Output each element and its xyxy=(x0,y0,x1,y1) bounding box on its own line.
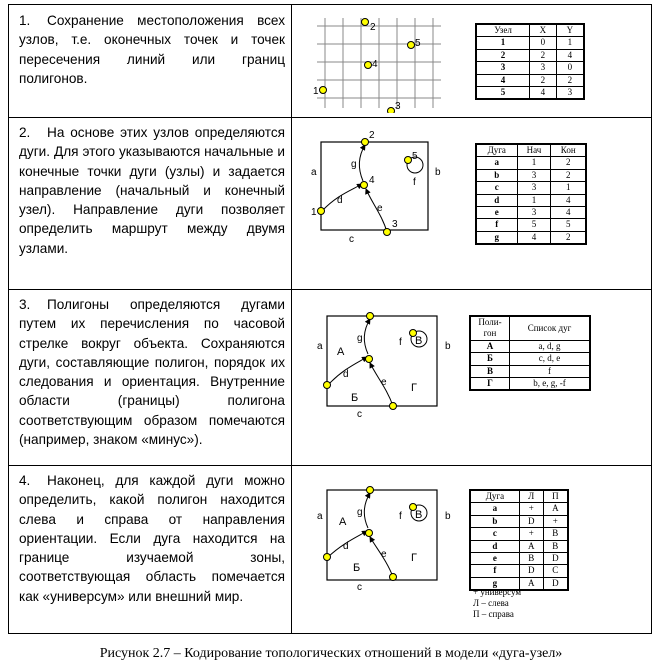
svg-text:3: 3 xyxy=(392,219,398,230)
node-4 xyxy=(365,62,372,69)
table-row: g 4 2 xyxy=(476,231,586,244)
svg-text:e: e xyxy=(381,549,387,560)
row-3-number: 3. xyxy=(19,297,31,312)
lr-header-right: П xyxy=(543,490,568,503)
node-label-2: 2 xyxy=(370,22,376,33)
svg-text:b: b xyxy=(435,167,441,178)
nodes-header-x: X xyxy=(530,24,557,37)
left-right-figure xyxy=(307,475,457,595)
table-row: e 3 4 xyxy=(476,207,586,219)
row-3-description: Полигоны определяются дугами путем их перечисления по часовой стрелке вокруг объекта. Сохраняются дуги, составляющие полигон, порядок их следования и ориентация. Внутренние области (границы) полигона соответствующим образом помечаются (например, знаком «минус»). xyxy=(19,297,285,448)
arcs-header-start: Нач xyxy=(517,144,551,157)
arcs-table xyxy=(475,143,587,245)
node-3 xyxy=(388,108,395,114)
svg-text:2: 2 xyxy=(369,130,375,141)
table-row: b D + xyxy=(470,515,568,527)
table-row: Б c, d, e xyxy=(470,353,590,365)
arcs-figure xyxy=(307,125,447,245)
svg-text:c: c xyxy=(357,582,362,593)
table-row: 1 0 1 xyxy=(476,37,584,49)
table-row: a + А xyxy=(470,503,568,515)
svg-text:c: c xyxy=(349,234,354,245)
svg-text:d: d xyxy=(337,195,343,206)
svg-text:f: f xyxy=(399,337,402,348)
node-1 xyxy=(318,208,325,215)
row-1-description: Сохранение местоположения всех узлов, т.е. оконечных точек и точек пересечения линий или границ полигонов. xyxy=(19,13,285,86)
svg-text:Б: Б xyxy=(353,562,361,574)
svg-text:f: f xyxy=(399,511,402,522)
nodes-header-y: Y xyxy=(556,24,584,37)
svg-text:5: 5 xyxy=(412,151,418,162)
table-row: 2 2 4 xyxy=(476,49,584,61)
table-row: 3 3 0 xyxy=(476,62,584,74)
svg-text:a: a xyxy=(317,341,323,352)
node-label-3: 3 xyxy=(395,101,401,112)
svg-text:a: a xyxy=(317,511,323,522)
polygons-table xyxy=(469,315,591,391)
table-row-2 xyxy=(9,117,651,290)
node-2 xyxy=(362,19,369,26)
table-row: Г b, e, g, -f xyxy=(470,378,590,391)
node-label-1: 1 xyxy=(313,86,319,97)
nodes-table xyxy=(475,23,585,100)
svg-text:d: d xyxy=(343,369,349,380)
row-2-description: На основе этих узлов определяются дуги. Для этого указываются начальные и конечные точки дуги (узлы) и задается направление (начальный и конечный узел). Направление дуги позволяет определить маршрут между двумя узлами. xyxy=(19,125,285,256)
table-row: e B D xyxy=(470,553,568,565)
table-row: d A B xyxy=(470,540,568,552)
table-row: f D C xyxy=(470,565,568,577)
table-row: В f xyxy=(470,365,590,377)
figure-table xyxy=(8,4,652,634)
svg-text:e: e xyxy=(381,377,387,388)
polygon-label-g: Г xyxy=(411,382,417,394)
svg-text:f: f xyxy=(413,177,416,188)
table-row: c 3 1 xyxy=(476,182,586,194)
legend-left: Л – слева xyxy=(473,598,509,608)
table-row: a 1 2 xyxy=(476,157,586,169)
table-row: 5 4 3 xyxy=(476,87,584,100)
svg-text:g: g xyxy=(351,159,357,170)
arcs-header-arc: Дуга xyxy=(476,144,517,157)
node-label-5: 5 xyxy=(415,38,421,49)
row-4-number: 4. xyxy=(19,473,31,488)
node-4 xyxy=(361,182,368,189)
legend-right: П – справа xyxy=(473,609,514,619)
node-5 xyxy=(405,157,412,164)
polygon-label-b: Б xyxy=(351,392,359,404)
svg-text:b: b xyxy=(445,341,451,352)
svg-text:e: e xyxy=(377,203,383,214)
polygons-header-polygon: Поли-гон xyxy=(470,316,510,340)
row-2-text xyxy=(19,123,285,258)
table-row: А a, d, g xyxy=(470,340,590,352)
table-row: f 5 5 xyxy=(476,219,586,231)
polygon-label-a: А xyxy=(337,346,345,358)
row-3-text xyxy=(19,295,285,449)
table-row: c + B xyxy=(470,528,568,540)
svg-text:b: b xyxy=(445,511,451,522)
row-4-description: Наконец, для каждой дуги можно определить, какой полигон находится слева и справа от направления ориентации. Если дуга находится на границе изучаемой зоны, соответствующая область помечается как «универсум» или внешний мир. xyxy=(19,473,285,604)
node-5 xyxy=(408,42,415,49)
node-3 xyxy=(384,229,391,236)
polygon-label-v: В xyxy=(415,335,423,347)
lr-header-left: Л xyxy=(519,490,543,503)
svg-text:g: g xyxy=(357,507,363,518)
svg-text:c: c xyxy=(357,409,362,417)
table-row: d 1 4 xyxy=(476,194,586,206)
svg-text:d: d xyxy=(343,541,349,552)
figure-caption: Рисунок 2.7 – Кодирование топологических отношений в модели «дуга-узел» xyxy=(99,646,563,661)
svg-text:1: 1 xyxy=(311,207,317,218)
svg-text:Г: Г xyxy=(411,552,417,564)
svg-text:a: a xyxy=(311,167,317,178)
svg-text:g: g xyxy=(357,333,363,344)
polygons-figure xyxy=(307,297,457,417)
lr-header-arc: Дуга xyxy=(470,490,519,503)
table-row-4 xyxy=(9,465,651,632)
node-1 xyxy=(320,87,327,94)
row-4-text xyxy=(19,471,285,606)
legend-universe: + универсум xyxy=(473,587,522,597)
polygons-header-arcs: Список дуг xyxy=(510,316,591,340)
table-row-3 xyxy=(9,289,651,466)
row-2-number: 2. xyxy=(19,125,31,140)
svg-text:В: В xyxy=(415,509,423,521)
row-1-number: 1. xyxy=(19,13,31,28)
nodes-header-node: Узел xyxy=(476,24,530,37)
row-1-text xyxy=(19,11,285,88)
table-row: 4 2 2 xyxy=(476,74,584,86)
node-2 xyxy=(362,139,369,146)
arcs-header-end: Кон xyxy=(551,144,586,157)
left-right-table xyxy=(469,489,569,591)
table-row: b 3 2 xyxy=(476,169,586,181)
table-row-1 xyxy=(9,5,651,118)
table-row: g A D xyxy=(470,577,568,590)
legend xyxy=(473,587,521,620)
node-grid-figure xyxy=(307,13,447,113)
svg-text:А: А xyxy=(339,516,347,528)
svg-text:4: 4 xyxy=(369,175,375,186)
node-label-4: 4 xyxy=(372,59,378,70)
